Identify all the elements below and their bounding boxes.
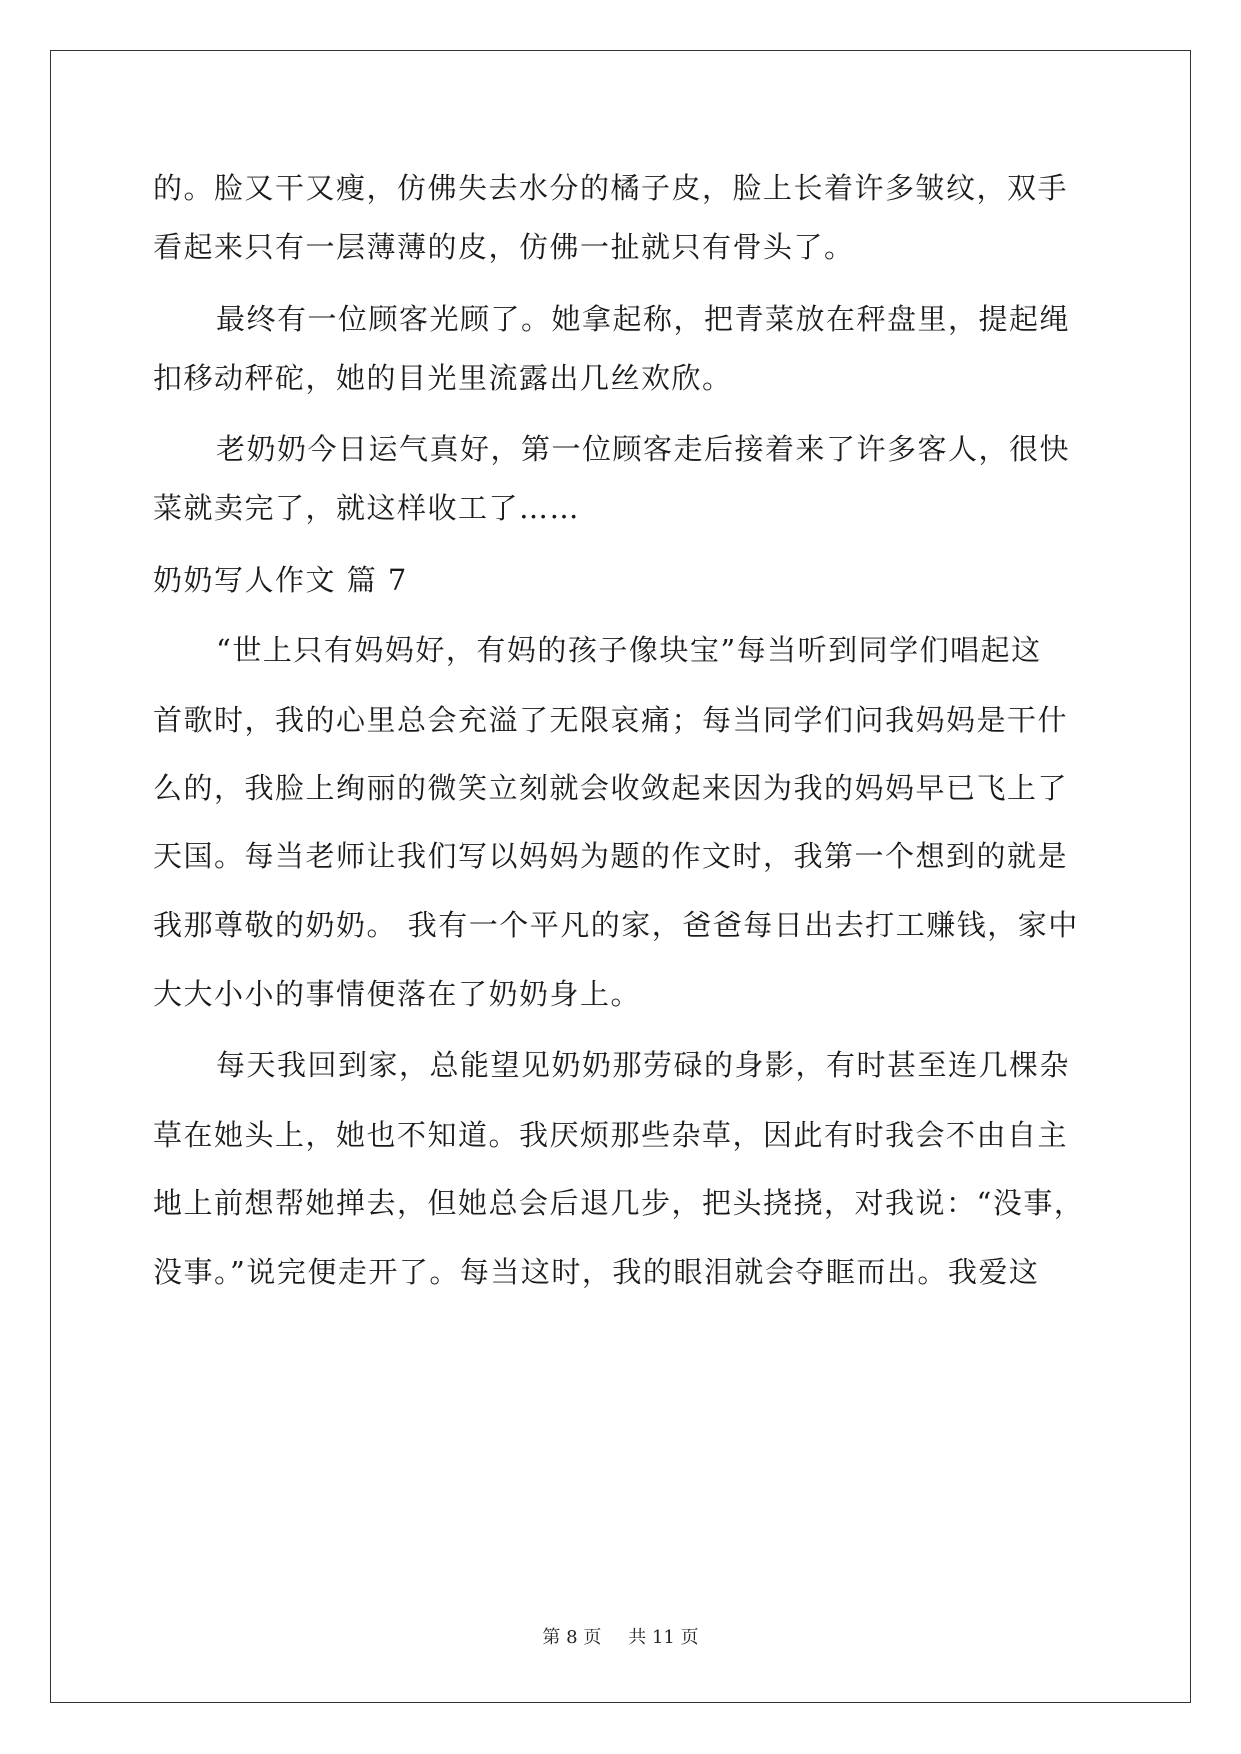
text-line: 看起来只有一层薄薄的皮，仿佛一扯就只有骨头了。 (153, 230, 855, 264)
text-line: 天国。每当老师让我们写以妈妈为题的作文时，我第一个想到的就是 (153, 839, 1069, 873)
page-footer (0, 1626, 1241, 1650)
page-total: 共 11 页 (628, 1627, 699, 1648)
paragraph-start-line: 老奶奶今日运气真好，第一位顾客走后接着来了许多客人，很快 (216, 432, 1071, 466)
paragraph-start-line: 每天我回到家，总能望见奶奶那劳碌的身影，有时甚至连几棵杂 (216, 1048, 1071, 1082)
page-border (50, 50, 1191, 1703)
text-line: 扣移动秤砣，她的目光里流露出几丝欢欣。 (153, 361, 733, 395)
text-line: 大大小小的事情便落在了奶奶身上。 (153, 977, 642, 1011)
paragraph-start-line: 最终有一位顾客光顾了。她拿起称，把青菜放在秤盘里，提起绳 (216, 302, 1071, 336)
paragraph-start-line: “世上只有妈妈好，有妈的孩子像块宝”每当听到同学们唱起这 (216, 633, 1042, 667)
text-line: 没事。”说完便走开了。每当这时，我的眼泪就会夺眶而出。我爱这 (153, 1255, 1040, 1289)
text-line: 的。脸又干又瘦，仿佛失去水分的橘子皮，脸上长着许多皱纹，双手 (153, 171, 1069, 205)
text-line: 菜就卖完了，就这样收工了…… (153, 491, 581, 525)
text-line: 首歌时，我的心里总会充溢了无限哀痛；每当同学们问我妈妈是干什 (153, 703, 1069, 737)
text-line: 地上前想帮她掸去，但她总会后退几步，把头挠挠，对我说：“没事， (153, 1186, 1085, 1220)
page-number: 第 8 页 (542, 1627, 602, 1648)
text-line: 我那尊敬的奶奶。 我有一个平凡的家，爸爸每日出去打工赚钱，家中 (153, 908, 1079, 942)
text-line: 草在她头上，她也不知道。我厌烦那些杂草，因此有时我会不由自主 (153, 1118, 1069, 1152)
section-heading: 奶奶写人作文 篇 7 (153, 563, 408, 597)
text-line: 么的，我脸上绚丽的微笑立刻就会收敛起来因为我的妈妈早已飞上了 (153, 771, 1069, 805)
